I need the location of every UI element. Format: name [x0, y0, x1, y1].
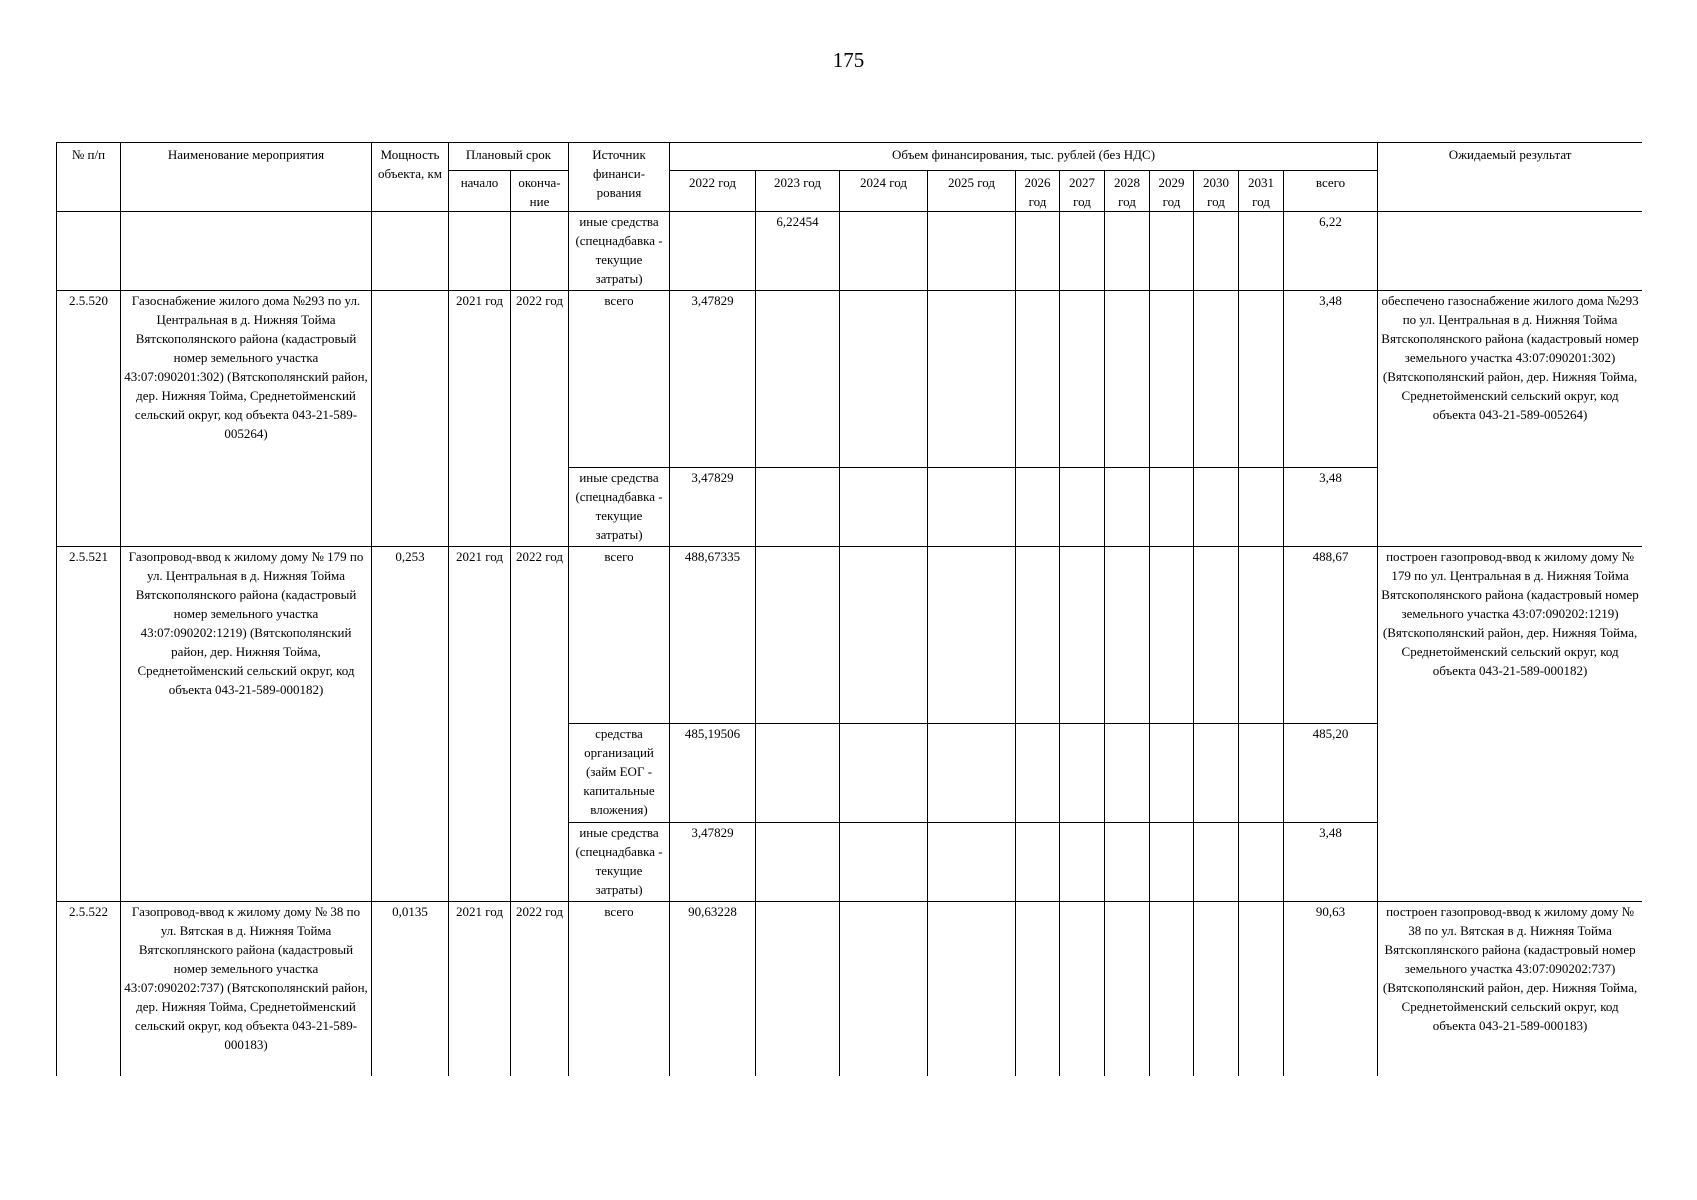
- item-power: [372, 291, 449, 547]
- item-start: 2021 год: [449, 547, 511, 902]
- item-end: 2022 год: [511, 902, 569, 1077]
- table-row: [57, 902, 1643, 1077]
- value-2022: 3,47829: [670, 291, 756, 468]
- header-year-2025: 2025 год: [928, 171, 1016, 212]
- item-name: Газопровод-ввод к жилому дому № 38 по ул. Вятская в д. Нижняя Тойма Вятскоплянского района (кадастровый номер земельного участка 43:07:090202:737) (Вятскополянский район, дер. Нижняя Тойма, Среднетойменский сельский округ, код объекта 043-21-589-000183): [121, 902, 372, 1077]
- header-start: начало: [449, 171, 511, 212]
- item-name: Газоснабжение жилого дома №293 по ул. Центральная в д. Нижняя Тойма Вятскополянского района (кадастровый номер земельного участка 43:07:090201:302) (Вятскополянский район, дер. Нижняя Тойма, Среднетойменский сельский округ, код объекта 043-21-589-005264): [121, 291, 372, 547]
- item-num: 2.5.521: [57, 547, 121, 902]
- table-row: [57, 212, 1643, 291]
- value-total: 488,67: [1284, 547, 1378, 724]
- value-2022: 488,67335: [670, 547, 756, 724]
- header-power: Мощность объекта, км: [372, 143, 449, 212]
- source-cell: всего: [569, 291, 670, 468]
- value-2022: 485,19506: [670, 724, 756, 823]
- source-cell: средства организаций (займ ЕОГ - капитальные вложения): [569, 724, 670, 823]
- header-year-2027: 2027 год: [1060, 171, 1105, 212]
- header-year-2029: 2029 год: [1150, 171, 1194, 212]
- header-end: оконча-ние: [511, 171, 569, 212]
- item-result: обеспечено газоснабжение жилого дома №293 по ул. Центральная в д. Нижняя Тойма Вятскополянского района (кадастровый номер земельного участка 43:07:090201:302) (Вятскополянский район, дер. Нижняя Тойма, Среднетойменский сельский округ, код объекта 043-21-589-005264): [1378, 291, 1642, 547]
- value-2023: 6,22454: [756, 212, 840, 291]
- financing-table: [56, 142, 1642, 1076]
- value-total: 3,48: [1284, 468, 1378, 547]
- header-source: Источник финанси-рования: [569, 143, 670, 212]
- header-result: Ожидаемый результат: [1378, 143, 1642, 212]
- header-year-2024: 2024 год: [840, 171, 928, 212]
- header-year-2023: 2023 год: [756, 171, 840, 212]
- header-name: Наименование мероприятия: [121, 143, 372, 212]
- financing-table-wrapper: [56, 142, 1642, 1076]
- item-num: 2.5.522: [57, 902, 121, 1077]
- value-total: 90,63: [1284, 902, 1378, 1077]
- header-year-2031: 2031 год: [1239, 171, 1284, 212]
- page-number: 175: [832, 48, 865, 72]
- source-cell: всего: [569, 902, 670, 1077]
- header-year-2022: 2022 год: [670, 171, 756, 212]
- value-total: 3,48: [1284, 291, 1378, 468]
- header-total: всего: [1284, 171, 1378, 212]
- item-end: 2022 год: [511, 547, 569, 902]
- header-year-2028: 2028 год: [1105, 171, 1150, 212]
- item-end: 2022 год: [511, 291, 569, 547]
- header-year-2026: 2026 год: [1016, 171, 1060, 212]
- source-cell: иные средства (спецнадбавка - текущие затраты): [569, 823, 670, 902]
- source-cell: иные средства (спецнадбавка - текущие затраты): [569, 212, 670, 291]
- item-start: 2021 год: [449, 291, 511, 547]
- value-total: 485,20: [1284, 724, 1378, 823]
- item-start: 2021 год: [449, 902, 511, 1077]
- table-row: [57, 547, 1643, 724]
- header-year-2030: 2030 год: [1194, 171, 1239, 212]
- source-cell: иные средства (спецнадбавка - текущие затраты): [569, 468, 670, 547]
- item-power: 0,0135: [372, 902, 449, 1077]
- item-num: 2.5.520: [57, 291, 121, 547]
- value-total: 3,48: [1284, 823, 1378, 902]
- header-volume: Объем финансирования, тыс. рублей (без НДС): [670, 143, 1378, 171]
- header-num: № п/п: [57, 143, 121, 212]
- value-2022: 90,63228: [670, 902, 756, 1077]
- item-name: Газопровод-ввод к жилому дому № 179 по ул. Центральная в д. Нижняя Тойма Вятскополянского района (кадастровый номер земельного участка 43:07:090202:1219) (Вятскополянский район, дер. Нижняя Тойма, Среднетойменский сельский округ, код объекта 043-21-589-000182): [121, 547, 372, 902]
- table-row: [57, 291, 1643, 468]
- value-2022: 3,47829: [670, 468, 756, 547]
- item-result: построен газопровод-ввод к жилому дому № 179 по ул. Центральная в д. Нижняя Тойма Вятскополянского района (кадастровый номер земельного участка 43:07:090202:1219) (Вятскополянский район, дер. Нижняя Тойма, Среднетойменский сельский округ, код объекта 043-21-589-000182): [1378, 547, 1642, 902]
- header-term: Плановый срок: [449, 143, 569, 171]
- value-total: 6,22: [1284, 212, 1378, 291]
- item-result: построен газопровод-ввод к жилому дому № 38 по ул. Вятская в д. Нижняя Тойма Вятскоплянского района (кадастровый номер земельного участка 43:07:090202:737) (Вятскополянский район, дер. Нижняя Тойма, Среднетойменский сельский округ, код объекта 043-21-589-000183): [1378, 902, 1642, 1077]
- value-2022: 3,47829: [670, 823, 756, 902]
- item-power: 0,253: [372, 547, 449, 902]
- source-cell: всего: [569, 547, 670, 724]
